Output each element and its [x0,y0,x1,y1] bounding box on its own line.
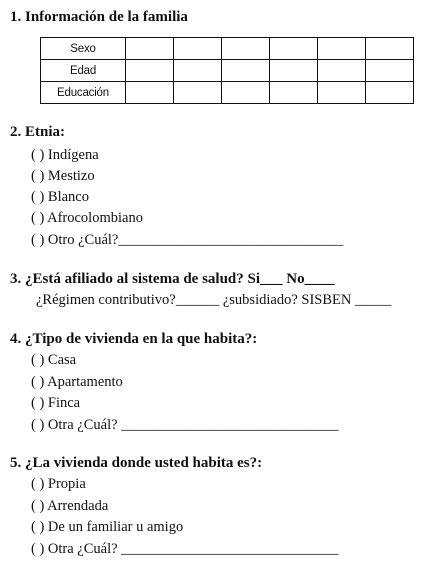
table-cell[interactable] [126,82,174,104]
option-indigena[interactable]: ( ) Indígena [31,147,99,163]
section-5-title: 5. ¿La vivienda donde usted habita es?: [10,455,263,471]
option-arrendada[interactable]: ( ) Arrendada [31,498,109,514]
section-1-title: 1. Información de la familia [10,9,188,25]
table-cell[interactable] [270,60,318,82]
health-regime-line[interactable]: ¿Régimen contributivo?______ ¿subsidiado? SISBEN _____ [36,292,392,308]
option-mestizo[interactable]: ( ) Mestizo [31,168,95,184]
table-cell[interactable] [366,38,414,60]
table-cell[interactable] [318,82,366,104]
table-cell[interactable] [222,38,270,60]
table-cell[interactable] [126,38,174,60]
option-familiar-amigo[interactable]: ( ) De un familiar u amigo [31,519,184,535]
table-cell[interactable] [174,82,222,104]
option-casa[interactable]: ( ) Casa [31,352,77,368]
option-apartamento[interactable]: ( ) Apartamento [31,374,123,390]
option-blanco[interactable]: ( ) Blanco [31,189,89,205]
table-cell[interactable] [222,60,270,82]
family-info-table [40,37,414,104]
section-3-title: 3. ¿Está afiliado al sistema de salud? Si___ No____ [10,271,335,287]
row-label-sexo: Sexo [41,38,126,60]
table-cell[interactable] [222,82,270,104]
table-cell[interactable] [318,38,366,60]
table-cell[interactable] [174,60,222,82]
option-finca[interactable]: ( ) Finca [31,395,81,411]
table-row-sexo [41,38,414,60]
table-cell[interactable] [318,60,366,82]
table-cell[interactable] [174,38,222,60]
option-otra-vivienda[interactable]: ( ) Otra ¿Cuál? ______________________________ [31,417,339,433]
table-cell[interactable] [270,38,318,60]
row-label-edad: Edad [41,60,126,82]
section-2-title: 2. Etnia: [10,124,66,140]
table-row-edad [41,60,414,82]
table-cell[interactable] [366,82,414,104]
table-row-educacion [41,82,414,104]
section-4-title: 4. ¿Tipo de vivienda en la que habita?: [10,331,258,347]
row-label-educacion: Educación [41,82,126,104]
table-cell[interactable] [270,82,318,104]
option-otra-tenencia[interactable]: ( ) Otra ¿Cuál? ______________________________ [31,541,339,557]
table-cell[interactable] [366,60,414,82]
option-propia[interactable]: ( ) Propia [31,476,86,492]
option-otro-etnia[interactable]: ( ) Otro ¿Cuál?_______________________________ [31,232,344,248]
table-cell[interactable] [126,60,174,82]
option-afrocolombiano[interactable]: ( ) Afrocolombiano [31,210,143,226]
